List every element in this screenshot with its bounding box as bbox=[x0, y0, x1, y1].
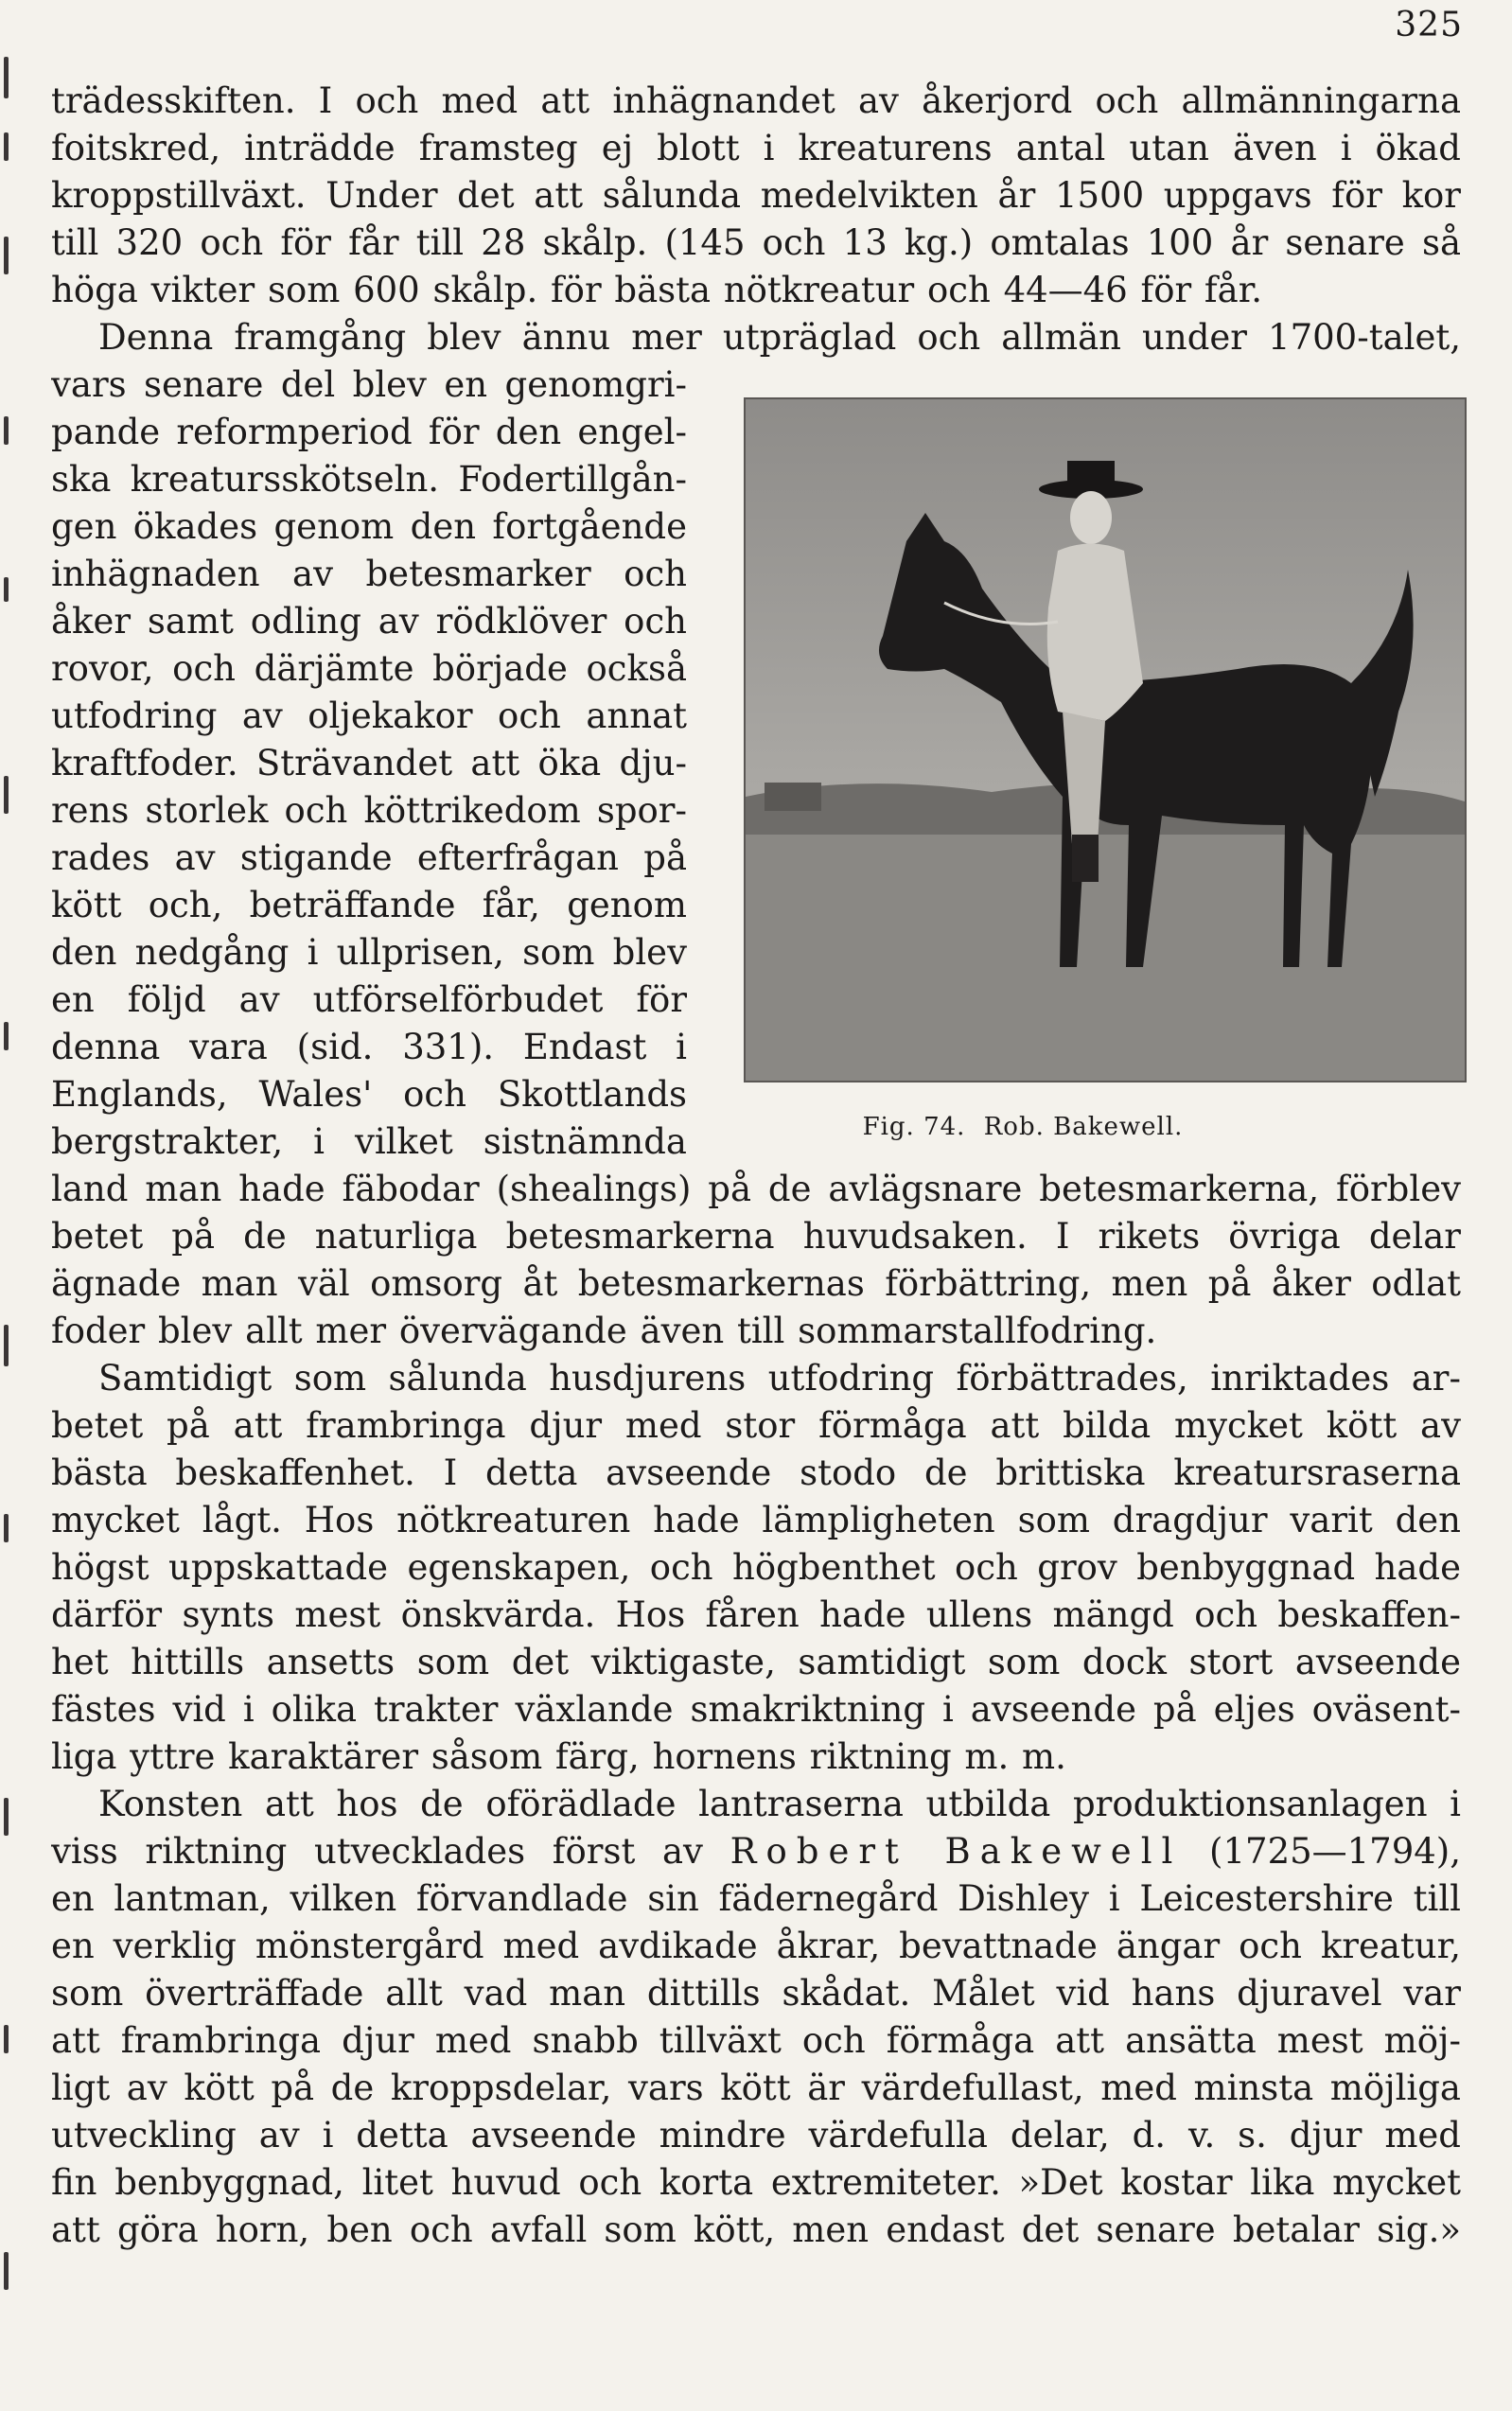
edge-mark bbox=[4, 1022, 9, 1050]
text-line: utfodring av oljekakor och annat bbox=[51, 695, 687, 736]
text-line: mycket lågt. Hos nötkreaturen hade lämpligheten som dragdjur varit den bbox=[51, 1500, 1461, 1540]
text-line bbox=[51, 1828, 1461, 1875]
text-line: inhägnaden av betesmarker och bbox=[51, 554, 687, 594]
text-line: kraftfoder. Strävandet att öka dju- bbox=[51, 743, 687, 783]
text-line: ska kreatursskötseln. Fodertillgån- bbox=[51, 459, 687, 500]
text-line: en verklig mönstergård med avdikade åkrar, bevattnade ängar och kreatur, bbox=[51, 1926, 1461, 1966]
text-line: fästes vid i olika trakter växlande smakriktning i avseende på eljes oväsent- bbox=[51, 1689, 1461, 1730]
text-line: kött och, beträffande får, genom bbox=[51, 885, 687, 925]
text-line: därför synts mest önskvärda. Hos fåren hade ullens mängd och beskaffen- bbox=[51, 1594, 1461, 1635]
edge-mark bbox=[4, 416, 9, 445]
text-line: rens storlek och köttrikedom spor- bbox=[51, 790, 687, 831]
page-number: 325 bbox=[1395, 6, 1463, 44]
text-line: åker samt odling av rödklöver och bbox=[51, 601, 687, 642]
edge-mark bbox=[4, 57, 9, 98]
ground bbox=[746, 835, 1465, 1081]
text-line: liga yttre karaktärer såsom färg, hornens riktning m. m. bbox=[51, 1736, 1066, 1777]
horse-rider-illustration bbox=[746, 399, 1465, 1081]
text-line: bästa beskaffenhet. I detta avseende stodo de brittiska kreatursraserna bbox=[51, 1452, 1461, 1493]
text-line: utveckling av i detta avseende mindre värdefulla delar, d. v. s. djur med bbox=[51, 2115, 1461, 2156]
text-line: som överträffade allt vad man dittills skådat. Målet vid hans djuravel var bbox=[51, 1973, 1461, 2014]
edge-mark bbox=[4, 577, 9, 602]
text-line: kroppstillväxt. Under det att sålunda medelvikten år 1500 uppgavs för kor bbox=[51, 175, 1461, 216]
edge-mark bbox=[4, 132, 9, 161]
edge-mark bbox=[4, 2252, 9, 2290]
text-line: till 320 och för får till 28 skålp. (145 och 13 kg.) omtalas 100 år senare så bbox=[51, 222, 1461, 263]
text-fragment: viss riktning utvecklades först av bbox=[51, 1831, 703, 1872]
text-line: land man hade fäbodar (shealings) på de avlägsnare betesmarkerna, förblev bbox=[51, 1169, 1461, 1209]
edge-mark bbox=[4, 1325, 9, 1366]
text-line: betet på att frambringa djur med stor förmåga att bilda mycket kött av bbox=[51, 1405, 1461, 1446]
text-line: Samtidigt som sålunda husdjurens utfodring förbättrades, inriktades ar- bbox=[98, 1358, 1461, 1399]
text-line: Englands, Wales' och Skottlands bbox=[51, 1074, 687, 1115]
distant-building bbox=[765, 783, 821, 811]
edge-mark bbox=[4, 2025, 9, 2053]
text-line: trädesskiften. I och med att inhägnandet av åkerjord och allmänningarna bbox=[51, 80, 1461, 121]
text-line: en lantman, vilken förvandlade sin fädernegård Dishley i Leicestershire till bbox=[51, 1878, 1461, 1919]
text-line: betet på de naturliga betesmarkerna huvudsaken. I rikets övriga delar bbox=[51, 1216, 1461, 1257]
person-name: Robert Bakewell bbox=[730, 1831, 1183, 1872]
text-line: ligt av kött på de kroppsdelar, vars kött är värdefullast, med minsta möjliga bbox=[51, 2068, 1461, 2108]
figure-image bbox=[744, 397, 1467, 1082]
text-line: gen ökades genom den fortgående bbox=[51, 506, 687, 547]
text-line: bergstrakter, i vilket sistnämnda bbox=[51, 1121, 687, 1162]
text-line: pande reformperiod för den engel- bbox=[51, 412, 687, 452]
text-line: en följd av utförselförbudet för bbox=[51, 979, 687, 1020]
text-line: foder blev allt mer övervägande även till sommarstallfodring. bbox=[51, 1311, 1157, 1351]
text-line: fin benbyggnad, litet huvud och korta extremiteter. »Det kostar lika mycket bbox=[51, 2162, 1461, 2203]
edge-mark bbox=[4, 237, 9, 274]
figure-caption bbox=[744, 1113, 1311, 1141]
text-line: att göra horn, ben och avfall som kött, men endast det senare betalar sig.» bbox=[51, 2209, 1461, 2250]
text-line: Konsten att hos de oförädlade lantraserna utbilda produktionsanlagen i bbox=[98, 1784, 1461, 1824]
text-line: foitskred, inträdde framsteg ej blott i kreaturens antal utan även i ökad bbox=[51, 128, 1461, 168]
edge-mark bbox=[4, 1514, 9, 1542]
text-line: denna vara (sid. 331). Endast i bbox=[51, 1027, 687, 1067]
text-line: rovor, och därjämte började också bbox=[51, 648, 687, 689]
text-line: het hittills ansetts som det viktigaste, samtidigt som dock stort avseende bbox=[51, 1642, 1461, 1682]
edge-mark bbox=[4, 1798, 9, 1836]
text-line: högst uppskattade egenskapen, och högbenthet och grov benbyggnad hade bbox=[51, 1547, 1461, 1588]
text-line: den nedgång i ullprisen, som blev bbox=[51, 932, 687, 973]
figure-title: Rob. Bakewell. bbox=[983, 1113, 1184, 1141]
text-line: rades av stigande efterfrågan på bbox=[51, 837, 687, 878]
text-fragment: (1725—1794), bbox=[1209, 1831, 1461, 1872]
text-line: höga vikter som 600 skålp. för bästa nötkreatur och 44—46 för får. bbox=[51, 270, 1263, 310]
text-line: vars senare del blev en genomgri- bbox=[51, 364, 687, 405]
figure-number: Fig. 74. bbox=[862, 1113, 966, 1141]
edge-mark bbox=[4, 776, 9, 814]
text-line: ägnade man väl omsorg åt betesmarkernas förbättring, men på åker odlat bbox=[51, 1263, 1461, 1304]
text-line: att frambringa djur med snabb tillväxt och förmåga att ansätta mest möj- bbox=[51, 2020, 1461, 2061]
text-line: Denna framgång blev ännu mer utpräglad och allmän under 1700-talet, bbox=[98, 317, 1461, 358]
